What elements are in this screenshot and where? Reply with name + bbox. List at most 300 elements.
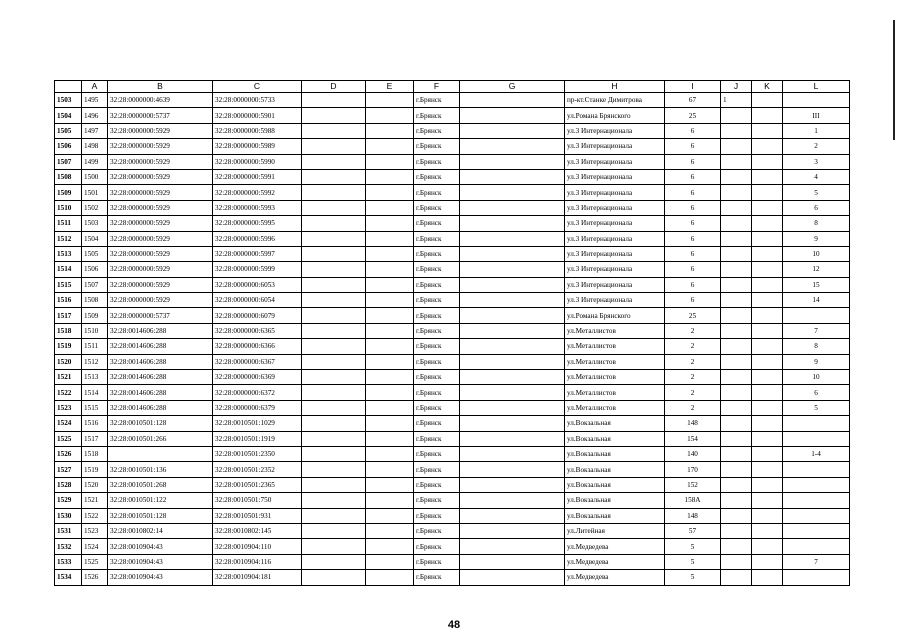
cell-b[interactable]: 32:28:0000000:5737 (108, 108, 213, 123)
cell-i[interactable]: 6 (665, 277, 721, 292)
cell-f[interactable]: г.Брянск (414, 493, 460, 508)
row-number[interactable]: 1514 (55, 262, 82, 277)
cell-b[interactable]: 32:28:0010904:43 (108, 570, 213, 585)
cell-a[interactable]: 1505 (82, 246, 108, 261)
cell-h[interactable]: ул.3 Интернационала (565, 293, 665, 308)
cell-g[interactable] (460, 493, 565, 508)
row-number[interactable]: 1516 (55, 293, 82, 308)
cell-e[interactable] (366, 400, 414, 415)
cell-i[interactable]: 148 (665, 416, 721, 431)
cell-h[interactable]: пр-кт.Станке Димитрова (565, 93, 665, 108)
cell-a[interactable]: 1503 (82, 216, 108, 231)
cell-e[interactable] (366, 231, 414, 246)
cell-k[interactable] (752, 108, 783, 123)
cell-a[interactable]: 1513 (82, 370, 108, 385)
cell-l[interactable] (783, 570, 850, 585)
cell-f[interactable]: г.Брянск (414, 123, 460, 138)
cell-c[interactable]: 32:28:0000000:6365 (213, 323, 302, 338)
cell-b[interactable]: 32:28:0000000:4639 (108, 93, 213, 108)
cell-h[interactable]: ул.Вокзальная (565, 477, 665, 492)
cell-g[interactable] (460, 446, 565, 461)
cell-c[interactable]: 32:28:0010904:181 (213, 570, 302, 585)
cell-g[interactable] (460, 339, 565, 354)
cell-d[interactable] (302, 277, 366, 292)
cell-h[interactable]: ул.Романа Брянского (565, 308, 665, 323)
cell-f[interactable]: г.Брянск (414, 446, 460, 461)
cell-e[interactable] (366, 539, 414, 554)
row-number[interactable]: 1517 (55, 308, 82, 323)
row-number[interactable]: 1522 (55, 385, 82, 400)
cell-g[interactable] (460, 539, 565, 554)
cell-k[interactable] (752, 570, 783, 585)
cell-j[interactable] (721, 523, 752, 538)
row-number[interactable]: 1515 (55, 277, 82, 292)
cell-k[interactable] (752, 323, 783, 338)
cell-l[interactable]: 6 (783, 385, 850, 400)
cell-a[interactable]: 1517 (82, 431, 108, 446)
cell-d[interactable] (302, 523, 366, 538)
cell-g[interactable] (460, 93, 565, 108)
cell-g[interactable] (460, 554, 565, 569)
cell-i[interactable]: 152 (665, 477, 721, 492)
cell-c[interactable]: 32:28:0010904:110 (213, 539, 302, 554)
cell-l[interactable]: 9 (783, 354, 850, 369)
cell-d[interactable] (302, 354, 366, 369)
cell-e[interactable] (366, 185, 414, 200)
cell-a[interactable]: 1511 (82, 339, 108, 354)
cell-h[interactable]: ул.3 Интернационала (565, 154, 665, 169)
cell-k[interactable] (752, 93, 783, 108)
cell-b[interactable]: 32:28:0000000:5929 (108, 169, 213, 184)
cell-i[interactable]: 6 (665, 154, 721, 169)
row-number[interactable]: 1508 (55, 169, 82, 184)
row-number[interactable]: 1521 (55, 370, 82, 385)
row-number[interactable]: 1526 (55, 446, 82, 461)
cell-h[interactable]: ул.3 Интернационала (565, 169, 665, 184)
cell-i[interactable]: 6 (665, 200, 721, 215)
row-number[interactable]: 1534 (55, 570, 82, 585)
cell-e[interactable] (366, 446, 414, 461)
cell-a[interactable]: 1506 (82, 262, 108, 277)
cell-c[interactable]: 32:28:0000000:5990 (213, 154, 302, 169)
cell-i[interactable]: 25 (665, 308, 721, 323)
cell-d[interactable] (302, 308, 366, 323)
cell-c[interactable]: 32:28:0010802:145 (213, 523, 302, 538)
column-header-i[interactable]: I (665, 81, 721, 93)
cell-a[interactable]: 1515 (82, 400, 108, 415)
cell-k[interactable] (752, 185, 783, 200)
cell-e[interactable] (366, 431, 414, 446)
corner-cell[interactable] (55, 81, 82, 93)
cell-k[interactable] (752, 139, 783, 154)
cell-i[interactable]: 2 (665, 385, 721, 400)
cell-b[interactable]: 32:28:0010501:128 (108, 416, 213, 431)
cell-a[interactable]: 1500 (82, 169, 108, 184)
cell-i[interactable]: 5 (665, 554, 721, 569)
cell-g[interactable] (460, 169, 565, 184)
cell-h[interactable]: ул.Металлистов (565, 354, 665, 369)
cell-b[interactable]: 32:28:0000000:5737 (108, 308, 213, 323)
cell-a[interactable]: 1510 (82, 323, 108, 338)
cell-a[interactable]: 1501 (82, 185, 108, 200)
cell-k[interactable] (752, 508, 783, 523)
cell-b[interactable]: 32:28:0000000:5929 (108, 123, 213, 138)
cell-a[interactable]: 1508 (82, 293, 108, 308)
cell-k[interactable] (752, 370, 783, 385)
cell-i[interactable]: 2 (665, 354, 721, 369)
cell-j[interactable]: 1 (721, 93, 752, 108)
cell-c[interactable]: 32:28:0000000:6379 (213, 400, 302, 415)
cell-e[interactable] (366, 462, 414, 477)
cell-k[interactable] (752, 154, 783, 169)
cell-c[interactable]: 32:28:0000000:5989 (213, 139, 302, 154)
cell-g[interactable] (460, 385, 565, 400)
cell-l[interactable]: 10 (783, 246, 850, 261)
cell-k[interactable] (752, 446, 783, 461)
cell-f[interactable]: г.Брянск (414, 154, 460, 169)
cell-c[interactable]: 32:28:0000000:5997 (213, 246, 302, 261)
cell-f[interactable]: г.Брянск (414, 354, 460, 369)
cell-c[interactable]: 32:28:0000000:6054 (213, 293, 302, 308)
cell-l[interactable]: 14 (783, 293, 850, 308)
row-number[interactable]: 1525 (55, 431, 82, 446)
cell-d[interactable] (302, 323, 366, 338)
row-number[interactable]: 1519 (55, 339, 82, 354)
cell-k[interactable] (752, 523, 783, 538)
cell-b[interactable]: 32:28:0010501:266 (108, 431, 213, 446)
cell-f[interactable]: г.Брянск (414, 216, 460, 231)
cell-g[interactable] (460, 139, 565, 154)
cell-k[interactable] (752, 169, 783, 184)
cell-j[interactable] (721, 570, 752, 585)
cell-b[interactable]: 32:28:0010501:128 (108, 508, 213, 523)
row-number[interactable]: 1509 (55, 185, 82, 200)
cell-a[interactable]: 1512 (82, 354, 108, 369)
cell-d[interactable] (302, 400, 366, 415)
cell-b[interactable]: 32:28:0014606:288 (108, 323, 213, 338)
cell-f[interactable]: г.Брянск (414, 185, 460, 200)
row-number[interactable]: 1528 (55, 477, 82, 492)
cell-f[interactable]: г.Брянск (414, 431, 460, 446)
cell-f[interactable]: г.Брянск (414, 416, 460, 431)
cell-l[interactable] (783, 539, 850, 554)
row-number[interactable]: 1506 (55, 139, 82, 154)
cell-h[interactable]: ул.3 Интернационала (565, 185, 665, 200)
cell-j[interactable] (721, 216, 752, 231)
cell-k[interactable] (752, 216, 783, 231)
cell-l[interactable] (783, 462, 850, 477)
cell-k[interactable] (752, 431, 783, 446)
cell-e[interactable] (366, 493, 414, 508)
cell-j[interactable] (721, 354, 752, 369)
cell-a[interactable]: 1525 (82, 554, 108, 569)
cell-f[interactable]: г.Брянск (414, 385, 460, 400)
cell-d[interactable] (302, 416, 366, 431)
cell-c[interactable]: 32:28:0000000:6369 (213, 370, 302, 385)
cell-k[interactable] (752, 339, 783, 354)
column-header-d[interactable]: D (302, 81, 366, 93)
cell-b[interactable]: 32:28:0000000:5929 (108, 185, 213, 200)
cell-e[interactable] (366, 339, 414, 354)
cell-g[interactable] (460, 323, 565, 338)
cell-e[interactable] (366, 246, 414, 261)
cell-b[interactable]: 32:28:0000000:5929 (108, 139, 213, 154)
cell-i[interactable]: 6 (665, 169, 721, 184)
cell-d[interactable] (302, 293, 366, 308)
row-number[interactable]: 1505 (55, 123, 82, 138)
cell-e[interactable] (366, 108, 414, 123)
cell-f[interactable]: г.Брянск (414, 370, 460, 385)
cell-k[interactable] (752, 262, 783, 277)
cell-e[interactable] (366, 508, 414, 523)
cell-c[interactable]: 32:28:0000000:5991 (213, 169, 302, 184)
cell-l[interactable]: 10 (783, 370, 850, 385)
cell-d[interactable] (302, 431, 366, 446)
cell-d[interactable] (302, 231, 366, 246)
cell-l[interactable] (783, 493, 850, 508)
cell-e[interactable] (366, 308, 414, 323)
cell-b[interactable]: 32:28:0010904:43 (108, 539, 213, 554)
cell-i[interactable]: 2 (665, 370, 721, 385)
cell-c[interactable]: 32:28:0000000:6372 (213, 385, 302, 400)
row-number[interactable]: 1532 (55, 539, 82, 554)
cell-l[interactable]: 5 (783, 185, 850, 200)
cell-a[interactable]: 1520 (82, 477, 108, 492)
cell-a[interactable]: 1521 (82, 493, 108, 508)
cell-b[interactable]: 32:28:0000000:5929 (108, 200, 213, 215)
cell-b[interactable]: 32:28:0014606:288 (108, 385, 213, 400)
cell-a[interactable]: 1514 (82, 385, 108, 400)
cell-d[interactable] (302, 446, 366, 461)
cell-l[interactable]: 7 (783, 323, 850, 338)
cell-f[interactable]: г.Брянск (414, 308, 460, 323)
column-header-k[interactable]: K (752, 81, 783, 93)
cell-f[interactable]: г.Брянск (414, 231, 460, 246)
cell-g[interactable] (460, 354, 565, 369)
cell-g[interactable] (460, 154, 565, 169)
cell-h[interactable]: ул.Романа Брянского (565, 108, 665, 123)
row-number[interactable]: 1530 (55, 508, 82, 523)
cell-l[interactable]: 1 (783, 123, 850, 138)
cell-j[interactable] (721, 370, 752, 385)
cell-j[interactable] (721, 123, 752, 138)
cell-g[interactable] (460, 200, 565, 215)
cell-e[interactable] (366, 139, 414, 154)
cell-a[interactable]: 1496 (82, 108, 108, 123)
cell-c[interactable]: 32:28:0010501:2365 (213, 477, 302, 492)
cell-g[interactable] (460, 277, 565, 292)
column-header-e[interactable]: E (366, 81, 414, 93)
row-number[interactable]: 1531 (55, 523, 82, 538)
cell-g[interactable] (460, 370, 565, 385)
cell-i[interactable]: 25 (665, 108, 721, 123)
cell-j[interactable] (721, 262, 752, 277)
cell-c[interactable]: 32:28:0000000:5996 (213, 231, 302, 246)
cell-f[interactable]: г.Брянск (414, 539, 460, 554)
cell-h[interactable]: ул.3 Интернационала (565, 262, 665, 277)
cell-j[interactable] (721, 246, 752, 261)
cell-h[interactable]: ул.Металлистов (565, 339, 665, 354)
cell-d[interactable] (302, 154, 366, 169)
cell-d[interactable] (302, 169, 366, 184)
cell-c[interactable]: 32:28:0010904:116 (213, 554, 302, 569)
cell-i[interactable]: 6 (665, 139, 721, 154)
cell-h[interactable]: ул.Металлистов (565, 370, 665, 385)
cell-h[interactable]: ул.Вокзальная (565, 431, 665, 446)
cell-c[interactable]: 32:28:0000000:5993 (213, 200, 302, 215)
cell-g[interactable] (460, 508, 565, 523)
cell-f[interactable]: г.Брянск (414, 277, 460, 292)
cell-l[interactable] (783, 477, 850, 492)
cell-d[interactable] (302, 508, 366, 523)
row-number[interactable]: 1533 (55, 554, 82, 569)
cell-e[interactable] (366, 169, 414, 184)
cell-d[interactable] (302, 493, 366, 508)
cell-c[interactable]: 32:28:0000000:5988 (213, 123, 302, 138)
cell-a[interactable]: 1504 (82, 231, 108, 246)
cell-l[interactable]: 5 (783, 400, 850, 415)
cell-e[interactable] (366, 216, 414, 231)
cell-e[interactable] (366, 554, 414, 569)
cell-i[interactable]: 2 (665, 339, 721, 354)
cell-a[interactable]: 1519 (82, 462, 108, 477)
cell-b[interactable]: 32:28:0000000:5929 (108, 231, 213, 246)
cell-a[interactable]: 1509 (82, 308, 108, 323)
cell-b[interactable]: 32:28:0010904:43 (108, 554, 213, 569)
cell-i[interactable]: 6 (665, 262, 721, 277)
row-number[interactable]: 1523 (55, 400, 82, 415)
column-header-b[interactable]: B (108, 81, 213, 93)
cell-d[interactable] (302, 385, 366, 400)
cell-i[interactable]: 57 (665, 523, 721, 538)
row-number[interactable]: 1520 (55, 354, 82, 369)
cell-g[interactable] (460, 477, 565, 492)
cell-j[interactable] (721, 462, 752, 477)
cell-j[interactable] (721, 200, 752, 215)
cell-c[interactable]: 32:28:0000000:5995 (213, 216, 302, 231)
cell-l[interactable]: 8 (783, 216, 850, 231)
cell-j[interactable] (721, 231, 752, 246)
cell-l[interactable]: 15 (783, 277, 850, 292)
cell-e[interactable] (366, 354, 414, 369)
cell-f[interactable]: г.Брянск (414, 262, 460, 277)
cell-d[interactable] (302, 185, 366, 200)
column-header-a[interactable]: A (82, 81, 108, 93)
row-number[interactable]: 1513 (55, 246, 82, 261)
cell-a[interactable]: 1498 (82, 139, 108, 154)
cell-i[interactable]: 148 (665, 508, 721, 523)
cell-j[interactable] (721, 431, 752, 446)
row-number[interactable]: 1518 (55, 323, 82, 338)
cell-l[interactable]: 2 (783, 139, 850, 154)
row-number[interactable]: 1510 (55, 200, 82, 215)
cell-i[interactable]: 5 (665, 539, 721, 554)
cell-i[interactable]: 6 (665, 246, 721, 261)
cell-k[interactable] (752, 354, 783, 369)
cell-a[interactable]: 1524 (82, 539, 108, 554)
row-number[interactable]: 1507 (55, 154, 82, 169)
cell-j[interactable] (721, 108, 752, 123)
cell-j[interactable] (721, 416, 752, 431)
column-header-c[interactable]: C (213, 81, 302, 93)
cell-d[interactable] (302, 370, 366, 385)
cell-k[interactable] (752, 400, 783, 415)
cell-e[interactable] (366, 523, 414, 538)
cell-g[interactable] (460, 246, 565, 261)
cell-d[interactable] (302, 139, 366, 154)
cell-e[interactable] (366, 293, 414, 308)
cell-g[interactable] (460, 231, 565, 246)
cell-b[interactable]: 32:28:0000000:5929 (108, 262, 213, 277)
cell-b[interactable]: 32:28:0000000:5929 (108, 277, 213, 292)
cell-j[interactable] (721, 554, 752, 569)
cell-e[interactable] (366, 277, 414, 292)
cell-c[interactable]: 32:28:0010501:2352 (213, 462, 302, 477)
cell-b[interactable]: 32:28:0014606:288 (108, 400, 213, 415)
cell-l[interactable]: 1-4 (783, 446, 850, 461)
cell-l[interactable] (783, 508, 850, 523)
cell-h[interactable]: ул.Медведева (565, 539, 665, 554)
cell-f[interactable]: г.Брянск (414, 462, 460, 477)
cell-a[interactable]: 1499 (82, 154, 108, 169)
cell-j[interactable] (721, 539, 752, 554)
cell-f[interactable]: г.Брянск (414, 108, 460, 123)
cell-d[interactable] (302, 123, 366, 138)
cell-d[interactable] (302, 262, 366, 277)
cell-b[interactable]: 32:28:0000000:5929 (108, 246, 213, 261)
cell-e[interactable] (366, 385, 414, 400)
cell-l[interactable] (783, 93, 850, 108)
cell-e[interactable] (366, 323, 414, 338)
cell-d[interactable] (302, 93, 366, 108)
cell-f[interactable]: г.Брянск (414, 570, 460, 585)
row-number[interactable]: 1524 (55, 416, 82, 431)
column-header-g[interactable]: G (460, 81, 565, 93)
cell-h[interactable]: ул.3 Интернационала (565, 200, 665, 215)
cell-i[interactable]: 158А (665, 493, 721, 508)
cell-f[interactable]: г.Брянск (414, 554, 460, 569)
cell-h[interactable]: ул.Вокзальная (565, 462, 665, 477)
cell-i[interactable]: 154 (665, 431, 721, 446)
column-header-l[interactable]: L (783, 81, 850, 93)
cell-a[interactable]: 1516 (82, 416, 108, 431)
cell-g[interactable] (460, 108, 565, 123)
cell-h[interactable]: ул.3 Интернационала (565, 277, 665, 292)
cell-e[interactable] (366, 570, 414, 585)
cell-c[interactable]: 32:28:0010501:2350 (213, 446, 302, 461)
cell-j[interactable] (721, 339, 752, 354)
cell-b[interactable]: 32:28:0014606:288 (108, 354, 213, 369)
cell-l[interactable]: 8 (783, 339, 850, 354)
cell-h[interactable]: ул.Металлистов (565, 400, 665, 415)
cell-d[interactable] (302, 216, 366, 231)
cell-h[interactable]: ул.Металлистов (565, 385, 665, 400)
cell-g[interactable] (460, 262, 565, 277)
cell-c[interactable]: 32:28:0000000:5992 (213, 185, 302, 200)
cell-b[interactable] (108, 446, 213, 461)
cell-c[interactable]: 32:28:0010501:750 (213, 493, 302, 508)
row-number[interactable]: 1503 (55, 93, 82, 108)
cell-c[interactable]: 32:28:0000000:6366 (213, 339, 302, 354)
cell-l[interactable]: 12 (783, 262, 850, 277)
cell-l[interactable] (783, 431, 850, 446)
cell-g[interactable] (460, 308, 565, 323)
cell-g[interactable] (460, 462, 565, 477)
cell-e[interactable] (366, 477, 414, 492)
cell-l[interactable]: 6 (783, 200, 850, 215)
cell-i[interactable]: 6 (665, 123, 721, 138)
cell-j[interactable] (721, 185, 752, 200)
